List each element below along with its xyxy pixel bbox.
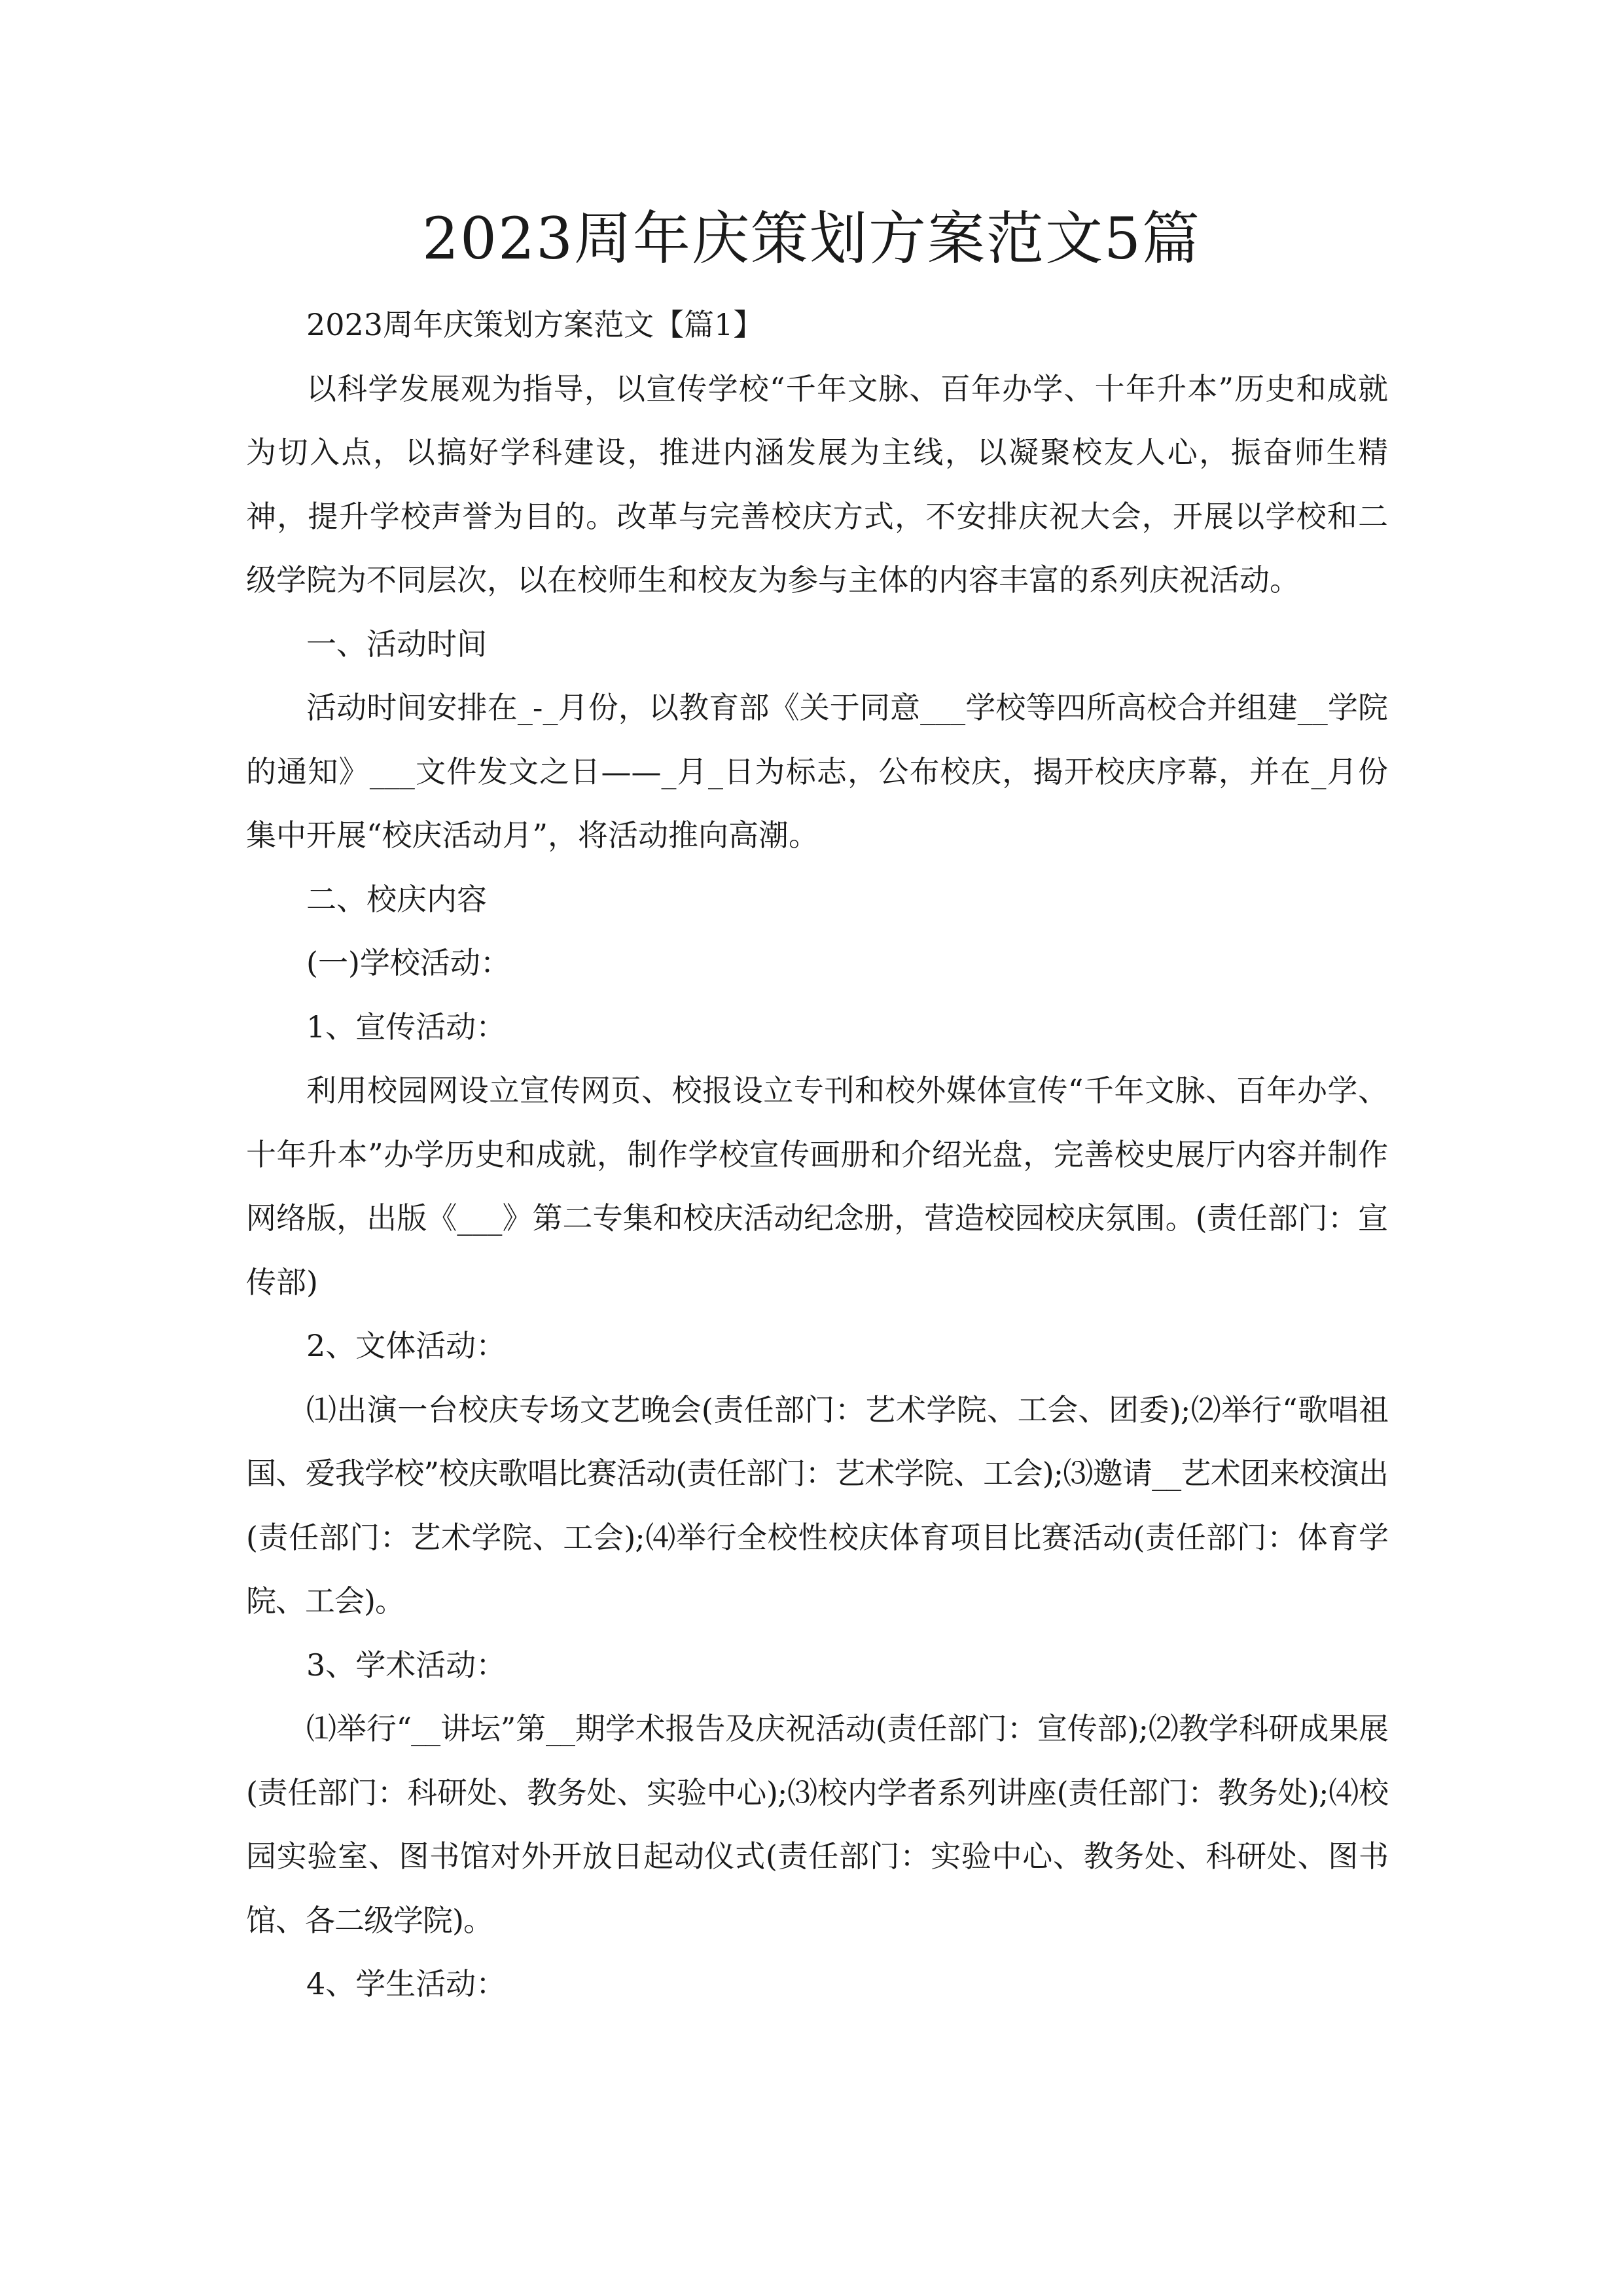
item-heading-student: 4、学生活动： (306, 1966, 507, 2001)
paragraph-arts-sports: ⑴出演一台校庆专场文艺晚会(责任部门：艺术学院、工会、团委);⑵举行“歌唱祖国、爱我学校”校庆歌唱比赛活动(责任部门：艺术学院、工会);⑶邀请__艺术团来校演出(责任部门：艺术学院、工会);⑷举行全校性校庆体育项目比赛活动(责任部门：体育学院、工会)。 (246, 1391, 1388, 1619)
item-heading-academic: 3、学术活动： (306, 1647, 507, 1683)
item-heading-arts-sports: 2、文体活动： (306, 1328, 507, 1363)
item-heading-publicity: 1、宣传活动： (306, 1009, 507, 1045)
paragraph-activity-time: 活动时间安排在_-_月份，以教育部《关于同意___学校等四所高校合并组建__学院的通知》___文件发文之日——_月_日为标志，公布校庆，揭开校庆序幕，并在_月份集中开展“校庆活动月”，将活动推向高潮。 (246, 690, 1388, 853)
document-body (246, 293, 1388, 2017)
section-heading-part-1: 2023周年庆策划方案范文【篇1】 (306, 307, 764, 342)
section-heading-anniversary-content: 二、校庆内容 (306, 881, 487, 917)
paragraph-academic: ⑴举行“__讲坛”第__期学术报告及庆祝活动(责任部门：宣传部);⑵教学科研成果展(责任部门：科研处、教务处、实验中心);⑶校内学者系列讲座(责任部门：教务处);⑷校园实验室、图书馆对外开放日起动仪式(责任部门：实验中心、教务处、科研处、图书馆、各二级学院)。 (246, 1711, 1389, 1938)
paragraph-guiding-principle: 以科学发展观为指导，以宣传学校“千年文脉、百年办学、十年升本”历史和成就为切入点，以搞好学科建设，推进内涵发展为主线，以凝聚校友人心，振奋师生精神，提升学校声誉为目的。改革与完善校庆方式，不安排庆祝大会，开展以学校和二级学院为不同层次，以在校师生和校友为参与主体的内容丰富的系列庆祝活动。 (246, 370, 1388, 598)
section-heading-activity-time: 一、活动时间 (306, 626, 487, 662)
document-title: 2023周年庆策划方案范文5篇 (422, 205, 1201, 272)
subheading-school-activities: (一)学校活动： (306, 945, 510, 980)
paragraph-publicity: 利用校园网设立宣传网页、校报设立专刊和校外媒体宣传“千年文脉、百年办学、十年升本”办学历史和成就，制作学校宣传画册和介绍光盘，完善校史展厅内容并制作网络版，出版《___》第二专集和校庆活动纪念册，营造校园校庆氛围。(责任部门：宣传部) (246, 1073, 1388, 1300)
